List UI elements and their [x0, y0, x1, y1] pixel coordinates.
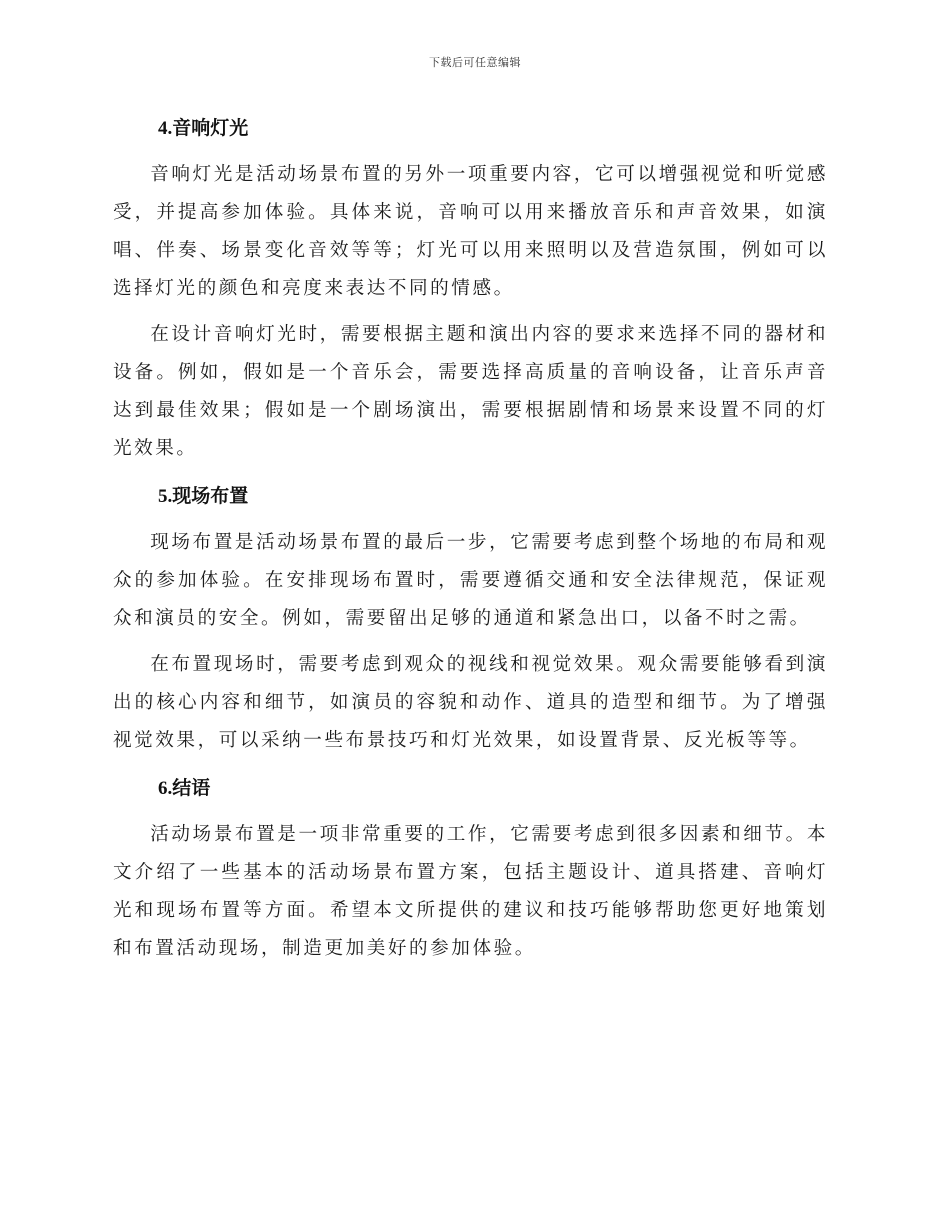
section-number: 4.	[158, 118, 173, 139]
section-title: 结语	[172, 777, 211, 799]
document-body	[113, 110, 828, 968]
section-number: 5.	[158, 486, 173, 507]
section-heading-5	[113, 478, 828, 514]
paragraph: 音响灯光是活动场景布置的另外一项重要内容，它可以增强视觉和听觉感受，并提高参加体验。具体来说，音响可以用来播放音乐和声音效果，如演唱、伴奏、场景变化音效等等；灯光可以用来照明以及营造氛围，例如可以选择灯光的颜色和亮度来表达不同的情感。	[113, 164, 828, 299]
paragraph: 现场布置是活动场景布置的最后一步，它需要考虑到整个场地的布局和观众的参加体验。在安排现场布置时，需要遵循交通和安全法律规范，保证观众和演员的安全。例如，需要留出足够的通道和紧急出口，以备不时之需。	[113, 532, 828, 629]
paragraph: 活动场景布置是一项非常重要的工作，它需要考虑到很多因素和细节。本文介绍了一些基本的活动场景布置方案，包括主题设计、道具搭建、音响灯光和现场布置等方面。希望本文所提供的建议和技巧能够帮助您更好地策划和布置活动现场，制造更加美好的参加体验。	[113, 824, 828, 959]
section-number: 6.	[158, 778, 173, 799]
page-header: 下载后可任意编辑	[429, 56, 521, 69]
section-title: 现场布置	[172, 485, 249, 507]
section-heading-4	[113, 110, 828, 146]
paragraph: 在布置现场时，需要考虑到观众的视线和视觉效果。观众需要能够看到演出的核心内容和细节，如演员的容貌和动作、道具的造型和细节。为了增强视觉效果，可以采纳一些布景技巧和灯光效果，如设置背景、反光板等等。	[113, 654, 828, 751]
section-heading-6	[113, 770, 828, 806]
section-title: 音响灯光	[172, 117, 249, 139]
paragraph: 在设计音响灯光时，需要根据主题和演出内容的要求来选择不同的器材和设备。例如，假如是一个音乐会，需要选择高质量的音响设备，让音乐声音达到最佳效果；假如是一个剧场演出，需要根据剧情和场景来设置不同的灯光效果。	[113, 324, 828, 459]
